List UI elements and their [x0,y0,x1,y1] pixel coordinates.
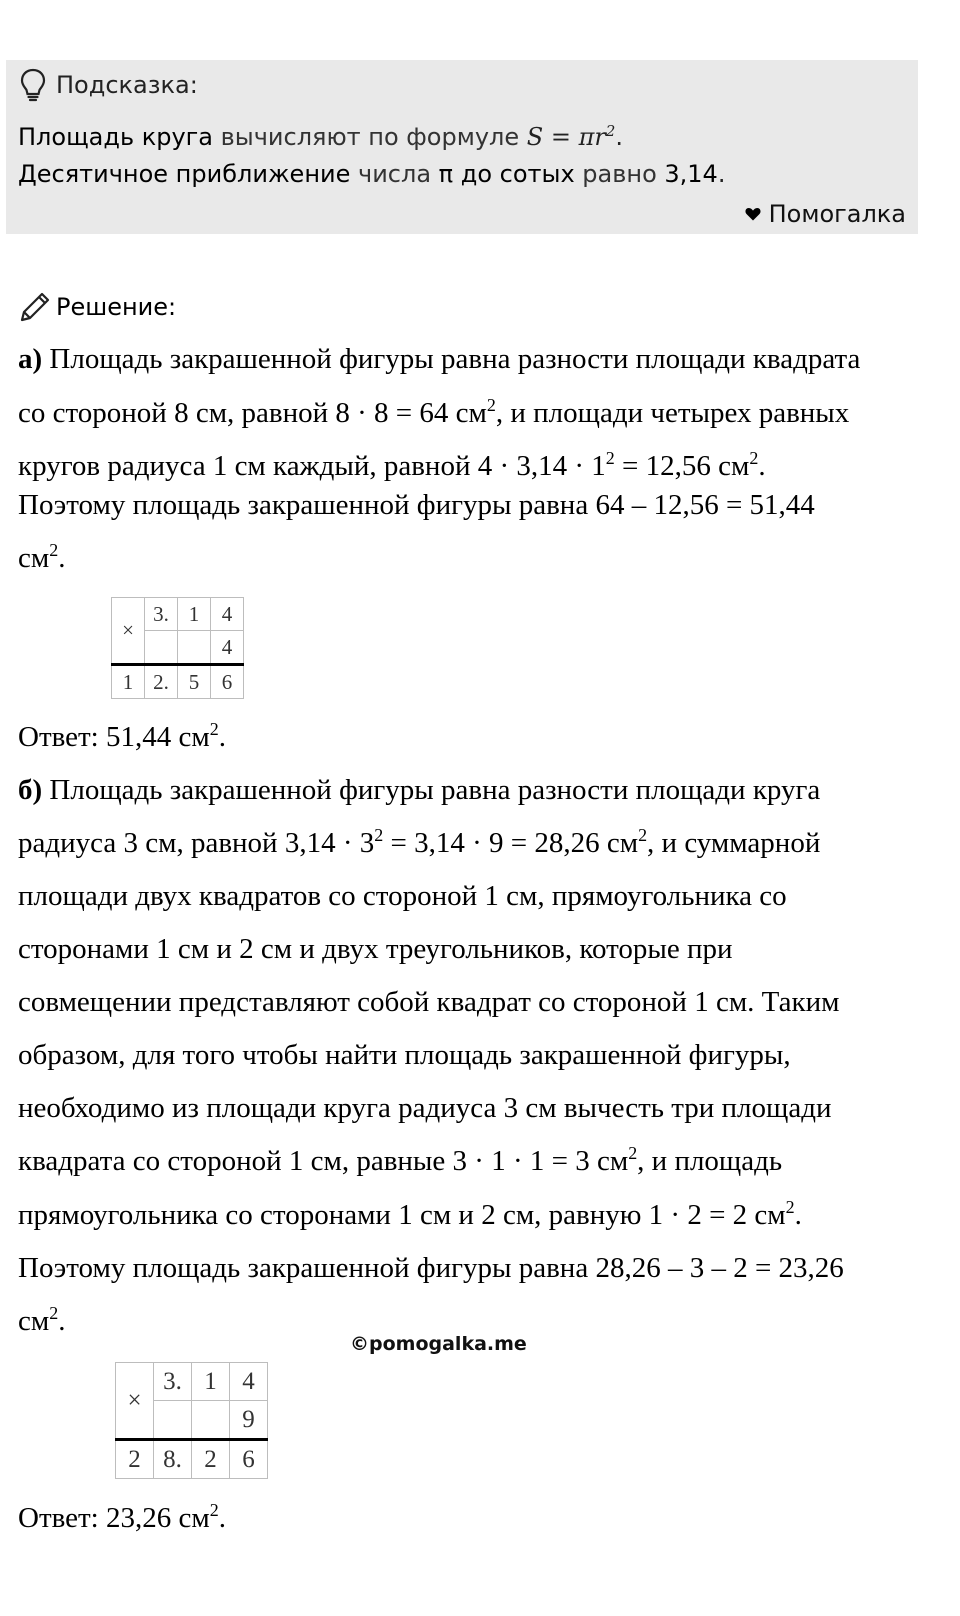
part-b-line-8 [18,1145,782,1178]
superscript: 2 [749,448,759,469]
solution-title: Решение: [56,293,177,321]
table-cell: 2 [116,1440,154,1479]
answer-b [18,1502,226,1535]
text: . [794,1199,802,1231]
brand-label: Помогалка [768,200,906,228]
part-b-label: б) [18,774,43,806]
table-cell [178,631,211,665]
text: со стороной 8 см, равной 8 · 8 = 64 см [18,397,487,429]
formula-exponent: 2 [605,122,616,141]
table-cell: 3. [154,1363,192,1401]
superscript: 2 [486,395,496,416]
multiplication-table-a [111,597,244,699]
lightbulb-icon [20,68,46,102]
table-result-row [116,1440,268,1479]
text: Ответ: 51,44 см [18,721,210,753]
watermark: ©pomogalka.me [350,1333,527,1355]
solution-header [18,290,176,324]
superscript: 2 [209,719,219,740]
superscript: 2 [785,1197,795,1218]
table-cell [192,1401,230,1440]
table-cell: 3. [145,598,178,631]
heart-icon [745,207,761,221]
superscript: 2 [638,825,648,846]
table-result-row [112,665,244,699]
pencil-icon [18,290,52,324]
part-b-line-10 [18,1252,844,1285]
part-b-line-9 [18,1199,802,1232]
text: радиуса 3 см, равной 3,14 · 3 [18,827,375,859]
table-cell: 4 [211,598,244,631]
table-cell: 1 [178,598,211,631]
part-b-line-6 [18,1039,791,1072]
times-sign: × [116,1363,154,1440]
text: Площадь закрашенной фигуры равна разности площади круга [42,774,821,806]
hint-end: . [615,123,623,151]
hint-bold: 3,14 [664,160,718,188]
hint-text: числа [350,160,439,188]
part-b-line-1 [18,774,820,807]
hint-header [20,68,198,102]
part-a-line-1 [18,343,860,376]
text: см [18,542,50,574]
table-cell: 2 [192,1440,230,1479]
answer-a [18,721,226,754]
text: Поэтому площадь закрашенной фигуры равна 64 – 12,56 = 51,44 [18,489,815,521]
hint-bold: Десятичное приближение [18,160,351,188]
text: образом, для того чтобы найти площадь закрашенной фигуры, [18,1039,791,1071]
text: квадрата со стороной 1 см, равные 3 · 1 · 1 = 3 см [18,1145,629,1177]
table-cell: 6 [211,665,244,699]
hint-line-2 [18,160,725,188]
hint-title: Подсказка: [56,71,198,99]
part-b-line-11 [18,1305,65,1338]
text: = 3,14 · 9 = 28,26 см [383,827,639,859]
hint-text: вычисляют по формуле [213,123,527,151]
part-a-label: а) [18,343,43,375]
part-a-line-3 [18,450,766,483]
hint-text: равно [574,160,665,188]
table-cell: 1 [192,1363,230,1401]
text: сторонами 1 см и 2 см и двух треугольников, которые при [18,933,733,965]
text: прямоугольника со сторонами 1 см и 2 см, равную 1 · 2 = 2 см [18,1199,786,1231]
table-cell: 2. [145,665,178,699]
table-cell: 5 [178,665,211,699]
part-a-line-2 [18,397,849,430]
part-a-line-4 [18,489,815,522]
hint-box [6,60,918,234]
table-row [112,598,244,631]
text: кругов радиуса 1 см каждый, равной 4 · 3,14 · 1 [18,450,606,482]
superscript: 2 [628,1143,638,1164]
table-cell: 1 [112,665,145,699]
text: = 12,56 см [614,450,750,482]
superscript: 2 [49,1303,59,1324]
brand-link[interactable] [745,200,906,228]
hint-end: . [717,160,726,188]
table-cell: 6 [230,1440,268,1479]
text: . [58,542,66,574]
part-b-line-7 [18,1092,832,1125]
text: Ответ: 23,26 см [18,1502,210,1534]
table-cell [154,1401,192,1440]
text: совмещении представляют собой квадрат со стороной 1 см. Таким [18,986,840,1018]
text: Площадь закрашенной фигуры равна разности площади квадрата [42,343,861,375]
text: необходимо из площади круга радиуса 3 см вычесть три площади [18,1092,832,1124]
table-cell: 9 [230,1401,268,1440]
part-b-line-4 [18,933,733,966]
formula: S = πr [526,123,606,151]
text: , и площади четырех равных [495,397,850,429]
text: , и площадь [637,1145,783,1177]
text: . [58,1305,66,1337]
part-b-line-5 [18,986,840,1019]
text: Поэтому площадь закрашенной фигуры равна 28,26 – 3 – 2 = 23,26 [18,1252,844,1284]
times-sign: × [112,598,145,665]
superscript: 2 [605,448,615,469]
text: см [18,1305,50,1337]
text: . [218,721,226,753]
superscript: 2 [49,540,59,561]
text: . [218,1502,226,1534]
part-b-line-2 [18,827,820,860]
text: площади двух квадратов со стороной 1 см, прямоугольника со [18,880,787,912]
table-row [116,1363,268,1401]
hint-line-1 [18,123,623,151]
table-cell: 4 [211,631,244,665]
superscript: 2 [374,825,384,846]
hint-bold: Площадь круга [18,123,213,151]
part-b-line-3 [18,880,787,913]
superscript: 2 [209,1500,219,1521]
text: , и суммарной [647,827,821,859]
hint-bold: π до сотых [438,160,575,188]
multiplication-table-b [115,1362,268,1479]
table-cell [145,631,178,665]
part-a-line-5 [18,542,65,575]
table-cell: 4 [230,1363,268,1401]
table-cell: 8. [154,1440,192,1479]
text: . [758,450,766,482]
